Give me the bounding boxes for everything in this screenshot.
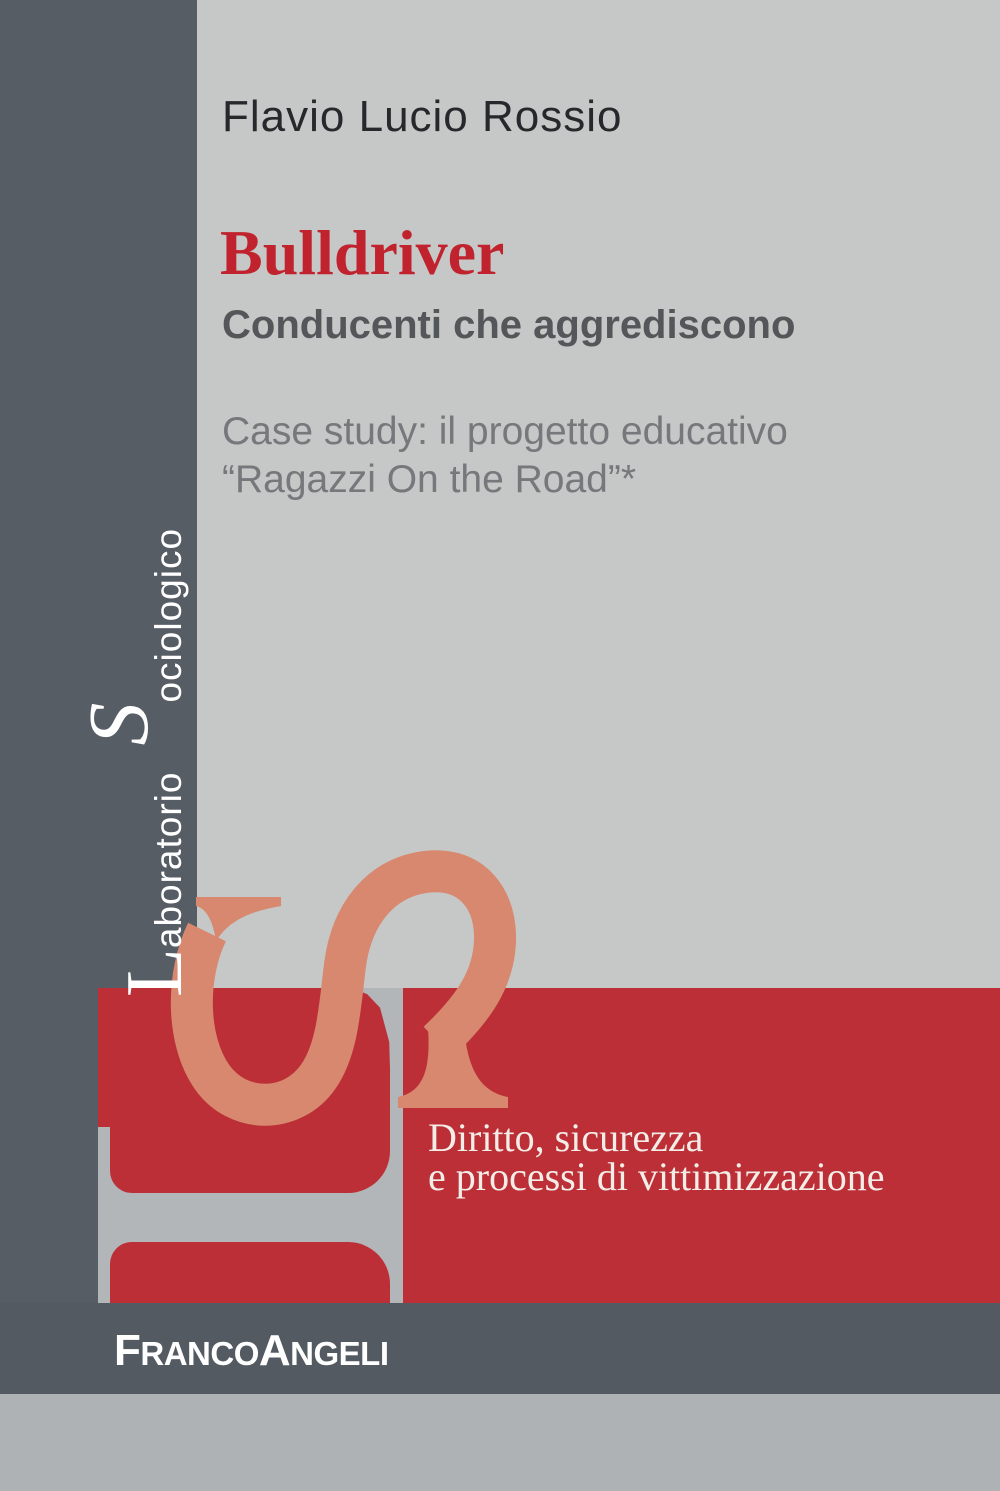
series-word1-rest: aboratorio <box>148 771 189 949</box>
case-study-note <box>222 408 788 504</box>
category-title-line2: e processi di vittimizzazione <box>428 1154 885 1199</box>
sidebar-panel-lower <box>0 988 98 1303</box>
category-title-line1: Diritto, sicurezza <box>428 1115 704 1160</box>
book-title: Bulldriver <box>220 217 505 288</box>
series-initial-s: S <box>70 702 166 746</box>
s-glyph-top-terminal <box>196 897 281 941</box>
band-block-lower <box>110 1242 390 1303</box>
category-title <box>428 1115 885 1199</box>
publisher-seg2: RANCO <box>140 1335 259 1372</box>
book-subtitle: Conducenti che aggrediscono <box>222 303 796 347</box>
series-title-vertical <box>70 527 202 997</box>
author-name: Flavio Lucio Rossio <box>222 92 623 141</box>
case-study-line1: Case study: il progetto educativo <box>222 410 788 453</box>
case-study-line2: “Ragazzi On the Road”* <box>222 458 637 501</box>
monogram-left-stem <box>98 1127 110 1303</box>
monogram-crossbar <box>98 1193 403 1242</box>
publisher-seg4: NGELI <box>290 1335 389 1372</box>
publisher-logotype <box>114 1326 389 1376</box>
publisher-seg3: A <box>258 1326 291 1375</box>
publisher-seg1: F <box>114 1326 141 1375</box>
bottom-margin-strip <box>0 1394 1000 1491</box>
series-initial-l: L <box>111 948 199 997</box>
series-word2-rest: ociologico <box>148 527 189 703</box>
band-block-upper <box>110 988 390 1193</box>
